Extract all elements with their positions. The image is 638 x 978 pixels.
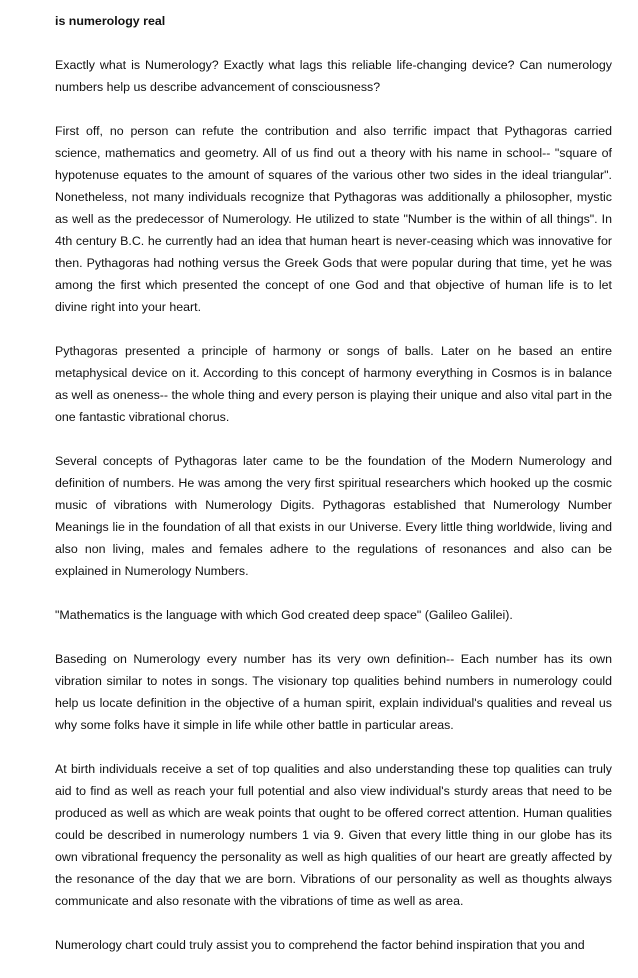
paragraph-number-definitions: Baseding on Numerology every number has its very own definition-- Each number has its own vibration similar to notes in songs. The visionary top qualities behind numbers in numerology could help us locate definition in the objective of a human spirit, explain individual's qualities and reveal us why some folks have it simple in life while other battle in particular areas. xyxy=(55,652,612,732)
document-title: is numerology real xyxy=(55,14,166,28)
document-page xyxy=(55,10,612,978)
paragraph-modern-numerology: Several concepts of Pythagoras later came to be the foundation of the Modern Numerology and definition of numbers. He was among the very first spiritual researchers which hooked up the cosmic music of vibrations with Numerology Digits. Pythagoras established that Numerology Number Meanings lie in the foundation of all that exists in our Universe. Every little thing worldwide, living and also non living, males and females adhere to the regulations of resonances and also can be explained in Numerology Numbers. xyxy=(55,454,612,578)
paragraph-galileo-quote: "Mathematics is the language with which God created deep space" (Galileo Galilei). xyxy=(55,608,513,622)
paragraph-birth-qualities: At birth individuals receive a set of top qualities and also understanding these top qualities can truly aid to find as well as reach your full potential and also view individual's sturdy areas that need to be produced as well as which are weak points that ought to be offered correct attention. Human qualities could be described in numerology numbers 1 via 9. Given that every little thing in our globe has its own vibrational frequency the personality as well as high qualities of our heart are greatly affected by the resonance of the day that we are born. Vibrations of our personality as well as thoughts always communicate and also resonate with the vibrations of time as well as area. xyxy=(55,762,612,908)
paragraph-harmony-principle: Pythagoras presented a principle of harmony or songs of balls. Later on he based an entire metaphysical device on it. According to this concept of harmony everything in Cosmos is in balance as well as oneness-- the whole thing and every person is playing their unique and also vital part in the one fantastic vibrational chorus. xyxy=(55,344,612,424)
paragraph-intro-question: Exactly what is Numerology? Exactly what lags this reliable life-changing device? Can numerology numbers help us describe advancement of consciousness? xyxy=(55,58,612,94)
paragraph-pythagoras-contribution: First off, no person can refute the contribution and also terrific impact that Pythagoras carried science, mathematics and geometry. All of us find out a theory with his name in school-- "square of hypotenuse equates to the amount of squares of the various other two sides in the ideal triangular". Nonetheless, not many individuals recognize that Pythagoras was additionally a philosopher, mystic as well as the predecessor of Numerology. He utilized to state "Number is the within of all things". In 4th century B.C. he currently had an idea that human heart is never-ceasing which was innovative for then. Pythagoras had nothing versus the Greek Gods that were popular during that time, yet he was among the first which presented the concept of one God and that objective of human life is to let divine right into your heart. xyxy=(55,124,612,314)
paragraph-numerology-chart: Numerology chart could truly assist you to comprehend the factor behind inspiration that you and xyxy=(55,938,585,952)
